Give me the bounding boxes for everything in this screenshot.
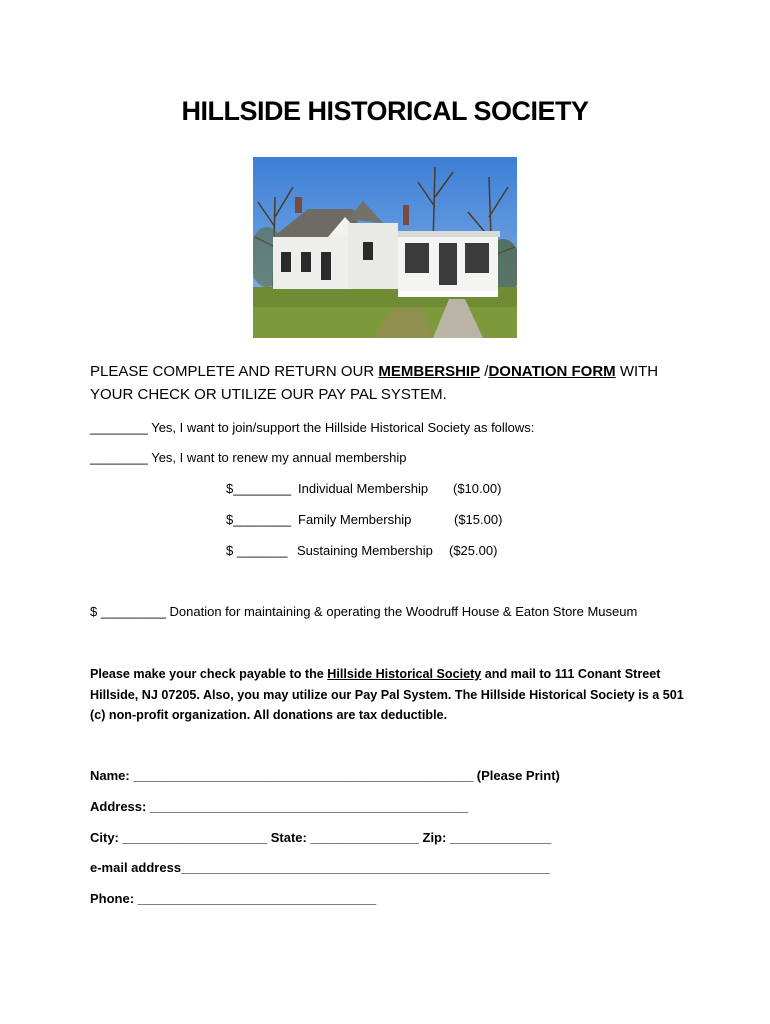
name-field[interactable]: Name: _______________________________________________ (Please Print)	[90, 768, 560, 783]
payment-note-post: and mail to 111 Conant Street Hillside, NJ 07205. Also, you may utilize our Pay Pal System. The Hillside Historical Society is a 501 (c) non-profit organization. All donations are tax deductible.	[90, 667, 684, 722]
individual-amount-blank[interactable]: $________	[226, 481, 292, 496]
address-field[interactable]: Address: ____________________________________________	[90, 799, 469, 814]
intro-line-2: YOUR CHECK OR UTILIZE OUR PAY PAL SYSTEM.	[90, 386, 447, 403]
donation-line[interactable]: $ _________ Donation for maintaining & operating the Woodruff House & Eaton Store Museum	[90, 604, 638, 619]
family-price: ($15.00)	[454, 512, 503, 527]
page-title: HILLSIDE HISTORICAL SOCIETY	[181, 96, 589, 126]
sustaining-label: Sustaining Membership	[297, 543, 433, 558]
city-state-zip-field[interactable]: City: ____________________ State: _______________ Zip: ______________	[90, 830, 552, 845]
family-amount-blank[interactable]: $________	[226, 512, 292, 527]
donation-form-link: DONATION FORM	[488, 363, 616, 380]
individual-label: Individual Membership	[298, 481, 429, 496]
individual-price: ($10.00)	[453, 481, 502, 496]
family-label: Family Membership	[298, 512, 412, 527]
email-field[interactable]: e-mail address___________________________________________________	[90, 860, 550, 875]
intro-text-end: WITH	[615, 363, 659, 380]
membership-link: MEMBERSHIP	[378, 363, 481, 380]
sustaining-amount-blank[interactable]: $ _______	[226, 543, 288, 558]
intro-text: PLEASE COMPLETE AND RETURN OUR	[90, 363, 379, 380]
phone-field[interactable]: Phone: _________________________________	[90, 891, 377, 906]
sustaining-price: ($25.00)	[449, 543, 498, 558]
society-name: Hillside Historical Society	[327, 667, 482, 681]
intro-line-1	[90, 363, 658, 380]
payment-note	[90, 664, 690, 726]
house-photo	[253, 157, 517, 338]
slash: /	[480, 363, 489, 380]
renew-option[interactable]: ________ Yes, I want to renew my annual membership	[90, 450, 407, 465]
join-option[interactable]: ________ Yes, I want to join/support the Hillside Historical Society as follows:	[90, 420, 535, 435]
payment-note-pre: Please make your check payable to the	[90, 667, 328, 681]
